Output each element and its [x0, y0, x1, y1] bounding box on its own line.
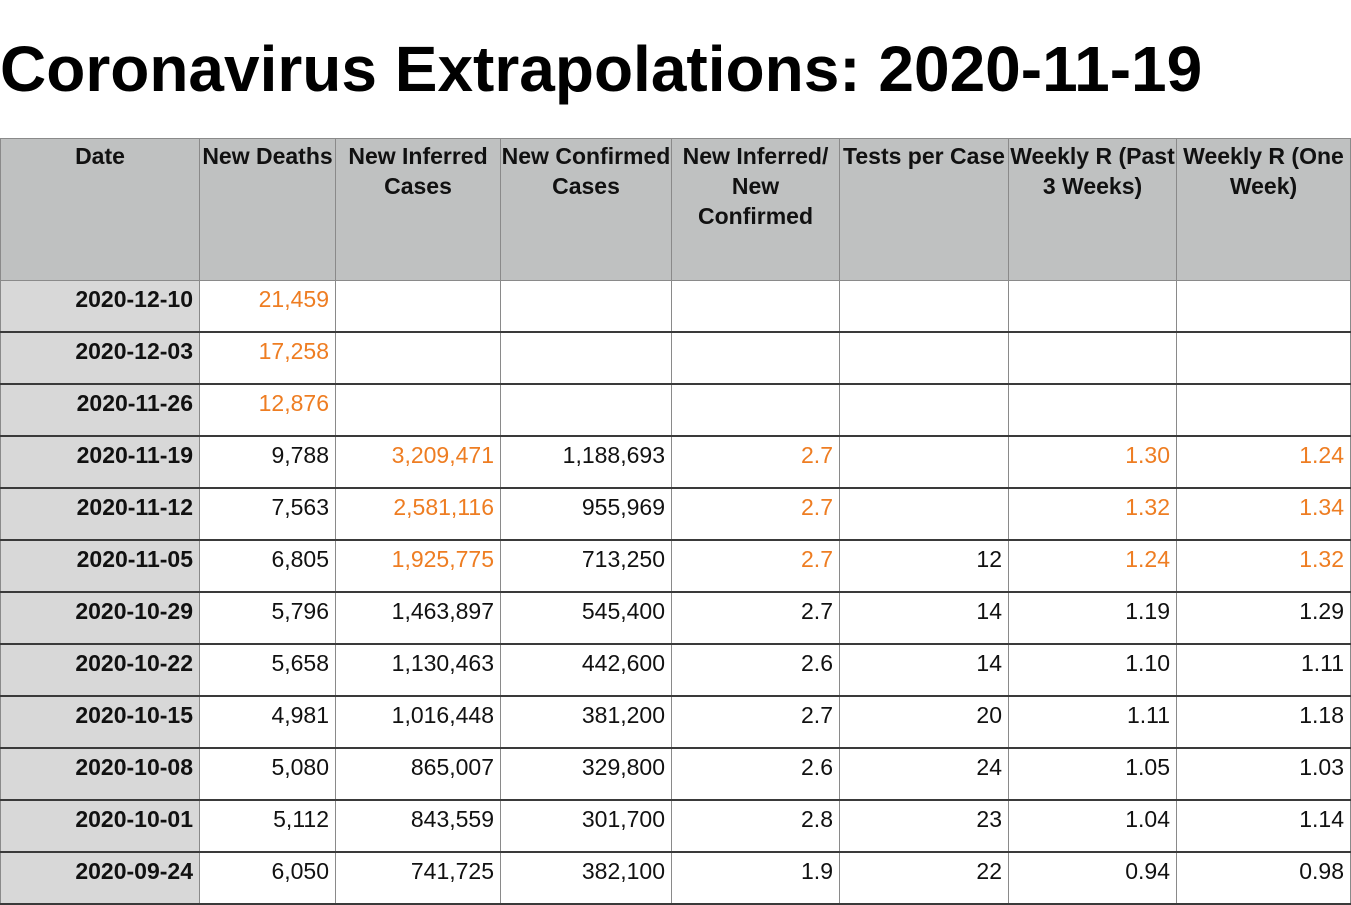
inferred-confirmed-ratio-cell	[672, 696, 840, 748]
date-cell	[1, 540, 200, 592]
deaths-cell	[200, 384, 336, 436]
confirmed-cases-cell	[501, 644, 672, 696]
deaths-cell	[200, 644, 336, 696]
confirmed-cases-value: 713,250	[581, 545, 665, 572]
date-cell	[1, 592, 200, 644]
confirmed-cases-cell	[501, 436, 672, 488]
table-row	[1, 488, 1351, 540]
tests-per-case-cell	[840, 800, 1009, 852]
confirmed-cases-value: 329,800	[581, 753, 665, 780]
inferred-cases-cell	[336, 281, 501, 333]
confirmed-cases-cell	[501, 332, 672, 384]
tests-per-case-value: 24	[976, 753, 1002, 780]
inferred-cases-value: 1,925,775	[391, 545, 494, 572]
weekly-r-one-week-cell	[1177, 332, 1351, 384]
table-row	[1, 748, 1351, 800]
tests-per-case-value: 14	[976, 649, 1002, 676]
header-new-deaths: New Deaths	[200, 139, 336, 281]
inferred-cases-cell	[336, 696, 501, 748]
inferred-confirmed-ratio-cell	[672, 800, 840, 852]
weekly-r-one-week-cell	[1177, 436, 1351, 488]
date-cell	[1, 281, 200, 333]
confirmed-cases-value: 955,969	[581, 493, 665, 520]
confirmed-cases-value: 442,600	[581, 649, 665, 676]
date-value: 2020-11-19	[76, 441, 193, 468]
tests-per-case-cell	[840, 852, 1009, 904]
inferred-confirmed-ratio-value: 2.7	[801, 701, 833, 728]
data-table-container	[0, 138, 1344, 890]
inferred-cases-value: 741,725	[410, 857, 494, 884]
table-row	[1, 436, 1351, 488]
date-value: 2020-10-29	[75, 597, 193, 624]
inferred-confirmed-ratio-cell	[672, 852, 840, 904]
inferred-cases-cell	[336, 436, 501, 488]
table-row	[1, 592, 1351, 644]
inferred-cases-cell	[336, 384, 501, 436]
inferred-confirmed-ratio-value: 2.8	[801, 805, 833, 832]
table-row	[1, 281, 1351, 333]
tests-per-case-cell	[840, 384, 1009, 436]
inferred-confirmed-ratio-cell	[672, 281, 840, 333]
weekly-r-3-weeks-value: 1.11	[1126, 701, 1170, 728]
date-cell	[1, 852, 200, 904]
date-value: 2020-10-22	[75, 649, 193, 676]
tests-per-case-cell	[840, 592, 1009, 644]
weekly-r-one-week-value: 1.29	[1299, 597, 1344, 624]
weekly-r-one-week-cell	[1177, 488, 1351, 540]
deaths-cell	[200, 852, 336, 904]
weekly-r-3-weeks-cell	[1009, 488, 1177, 540]
weekly-r-one-week-value: 1.32	[1299, 545, 1344, 572]
deaths-value: 5,112	[273, 805, 329, 832]
weekly-r-3-weeks-value: 0.94	[1125, 857, 1170, 884]
weekly-r-3-weeks-cell	[1009, 540, 1177, 592]
inferred-cases-cell	[336, 592, 501, 644]
tests-per-case-cell	[840, 332, 1009, 384]
deaths-cell	[200, 281, 336, 333]
tests-per-case-cell	[840, 436, 1009, 488]
weekly-r-one-week-value: 1.24	[1299, 441, 1344, 468]
date-value: 2020-11-12	[76, 493, 193, 520]
table-row	[1, 384, 1351, 436]
date-value: 2020-11-26	[76, 389, 193, 416]
weekly-r-3-weeks-value: 1.19	[1125, 597, 1170, 624]
inferred-cases-value: 865,007	[410, 753, 494, 780]
deaths-cell	[200, 592, 336, 644]
inferred-cases-value: 843,559	[410, 805, 494, 832]
confirmed-cases-cell	[501, 384, 672, 436]
confirmed-cases-value: 301,700	[581, 805, 665, 832]
date-cell	[1, 384, 200, 436]
weekly-r-one-week-value: 1.03	[1299, 753, 1344, 780]
deaths-value: 5,796	[271, 597, 329, 624]
inferred-cases-cell	[336, 852, 501, 904]
inferred-confirmed-ratio-value: 1.9	[801, 857, 833, 884]
table-row	[1, 696, 1351, 748]
inferred-cases-cell	[336, 488, 501, 540]
date-value: 2020-11-05	[76, 545, 193, 572]
weekly-r-3-weeks-cell	[1009, 436, 1177, 488]
confirmed-cases-value: 381,200	[581, 701, 665, 728]
table-row	[1, 644, 1351, 696]
inferred-cases-value: 3,209,471	[391, 441, 494, 468]
confirmed-cases-cell	[501, 488, 672, 540]
tests-per-case-cell	[840, 540, 1009, 592]
inferred-cases-value: 1,463,897	[391, 597, 494, 624]
weekly-r-3-weeks-value: 1.10	[1125, 649, 1170, 676]
weekly-r-3-weeks-cell	[1009, 644, 1177, 696]
weekly-r-3-weeks-value: 1.24	[1125, 545, 1170, 572]
date-value: 2020-12-10	[75, 285, 193, 312]
confirmed-cases-cell	[501, 592, 672, 644]
date-cell	[1, 800, 200, 852]
weekly-r-3-weeks-cell	[1009, 592, 1177, 644]
deaths-cell	[200, 436, 336, 488]
header-new-confirmed-cases: New Confirmed Cases	[501, 139, 672, 281]
weekly-r-one-week-cell	[1177, 540, 1351, 592]
confirmed-cases-cell	[501, 696, 672, 748]
date-cell	[1, 436, 200, 488]
deaths-value: 4,981	[271, 701, 329, 728]
tests-per-case-cell	[840, 748, 1009, 800]
inferred-confirmed-ratio-cell	[672, 332, 840, 384]
header-new-inferred-cases: New Inferred Cases	[336, 139, 501, 281]
weekly-r-3-weeks-cell	[1009, 332, 1177, 384]
confirmed-cases-value: 382,100	[581, 857, 665, 884]
weekly-r-one-week-cell	[1177, 592, 1351, 644]
date-value: 2020-10-08	[75, 753, 193, 780]
weekly-r-3-weeks-cell	[1009, 281, 1177, 333]
tests-per-case-value: 23	[976, 805, 1002, 832]
weekly-r-one-week-value: 1.18	[1299, 701, 1344, 728]
inferred-cases-cell	[336, 644, 501, 696]
confirmed-cases-cell	[501, 852, 672, 904]
inferred-confirmed-ratio-value: 2.7	[801, 493, 833, 520]
inferred-confirmed-ratio-value: 2.6	[801, 753, 833, 780]
deaths-cell	[200, 540, 336, 592]
tests-per-case-cell	[840, 281, 1009, 333]
tests-per-case-value: 22	[976, 857, 1002, 884]
weekly-r-one-week-cell	[1177, 644, 1351, 696]
confirmed-cases-cell	[501, 748, 672, 800]
weekly-r-3-weeks-cell	[1009, 852, 1177, 904]
tests-per-case-cell	[840, 696, 1009, 748]
weekly-r-one-week-value: 1.11	[1300, 649, 1344, 676]
inferred-cases-cell	[336, 332, 501, 384]
table-row	[1, 540, 1351, 592]
inferred-confirmed-ratio-value: 2.6	[801, 649, 833, 676]
weekly-r-one-week-cell	[1177, 800, 1351, 852]
deaths-value: 7,563	[271, 493, 329, 520]
deaths-value: 6,805	[271, 545, 329, 572]
date-cell	[1, 696, 200, 748]
date-value: 2020-12-03	[75, 337, 193, 364]
tests-per-case-value: 20	[976, 701, 1002, 728]
deaths-cell	[200, 696, 336, 748]
weekly-r-one-week-cell	[1177, 696, 1351, 748]
header-weekly-r-3-weeks: Weekly R (Past 3 Weeks)	[1009, 139, 1177, 281]
inferred-confirmed-ratio-cell	[672, 592, 840, 644]
weekly-r-one-week-cell	[1177, 281, 1351, 333]
inferred-confirmed-ratio-cell	[672, 748, 840, 800]
date-value: 2020-09-24	[75, 857, 193, 884]
tests-per-case-value: 14	[976, 597, 1002, 624]
confirmed-cases-value: 545,400	[581, 597, 665, 624]
inferred-cases-cell	[336, 748, 501, 800]
weekly-r-3-weeks-value: 1.30	[1125, 441, 1170, 468]
page-title: Coronavirus Extrapolations: 2020-11-19	[0, 33, 1203, 105]
inferred-confirmed-ratio-cell	[672, 488, 840, 540]
weekly-r-3-weeks-cell	[1009, 748, 1177, 800]
deaths-value: 17,258	[258, 337, 329, 364]
header-inferred-confirmed-ratio: New Inferred/ New Confirmed	[672, 139, 840, 281]
extrapolations-table	[0, 138, 1351, 905]
inferred-confirmed-ratio-cell	[672, 436, 840, 488]
date-cell	[1, 748, 200, 800]
confirmed-cases-cell	[501, 540, 672, 592]
inferred-confirmed-ratio-value: 2.7	[801, 597, 833, 624]
weekly-r-one-week-cell	[1177, 748, 1351, 800]
date-cell	[1, 332, 200, 384]
weekly-r-3-weeks-cell	[1009, 696, 1177, 748]
deaths-value: 5,080	[271, 753, 329, 780]
weekly-r-one-week-value: 0.98	[1299, 857, 1344, 884]
confirmed-cases-cell	[501, 800, 672, 852]
confirmed-cases-cell	[501, 281, 672, 333]
inferred-confirmed-ratio-cell	[672, 644, 840, 696]
inferred-confirmed-ratio-value: 2.7	[801, 441, 833, 468]
deaths-value: 12,876	[258, 389, 329, 416]
deaths-cell	[200, 488, 336, 540]
deaths-cell	[200, 800, 336, 852]
weekly-r-3-weeks-cell	[1009, 800, 1177, 852]
weekly-r-3-weeks-value: 1.32	[1125, 493, 1170, 520]
inferred-cases-value: 1,016,448	[391, 701, 494, 728]
weekly-r-one-week-cell	[1177, 384, 1351, 436]
inferred-cases-value: 1,130,463	[391, 649, 494, 676]
deaths-value: 21,459	[258, 285, 329, 312]
date-cell	[1, 488, 200, 540]
table-row	[1, 852, 1351, 904]
table-row	[1, 800, 1351, 852]
weekly-r-3-weeks-cell	[1009, 384, 1177, 436]
weekly-r-one-week-value: 1.34	[1299, 493, 1344, 520]
table-body	[1, 281, 1351, 905]
deaths-value: 9,788	[271, 441, 329, 468]
header-date: Date	[1, 139, 200, 281]
table-row	[1, 332, 1351, 384]
header-tests-per-case: Tests per Case	[840, 139, 1009, 281]
header-weekly-r-one-week: Weekly R (One Week)	[1177, 139, 1351, 281]
inferred-cases-cell	[336, 800, 501, 852]
deaths-value: 5,658	[271, 649, 329, 676]
inferred-cases-cell	[336, 540, 501, 592]
inferred-confirmed-ratio-value: 2.7	[801, 545, 833, 572]
date-value: 2020-10-15	[75, 701, 193, 728]
weekly-r-one-week-value: 1.14	[1299, 805, 1344, 832]
tests-per-case-cell	[840, 488, 1009, 540]
tests-per-case-value: 12	[976, 545, 1002, 572]
date-cell	[1, 644, 200, 696]
inferred-confirmed-ratio-cell	[672, 384, 840, 436]
inferred-confirmed-ratio-cell	[672, 540, 840, 592]
tests-per-case-cell	[840, 644, 1009, 696]
deaths-cell	[200, 332, 336, 384]
date-value: 2020-10-01	[75, 805, 193, 832]
deaths-value: 6,050	[271, 857, 329, 884]
inferred-cases-value: 2,581,116	[393, 493, 494, 520]
deaths-cell	[200, 748, 336, 800]
weekly-r-3-weeks-value: 1.05	[1125, 753, 1170, 780]
weekly-r-one-week-cell	[1177, 852, 1351, 904]
confirmed-cases-value: 1,188,693	[562, 441, 665, 468]
header-row	[1, 139, 1351, 281]
weekly-r-3-weeks-value: 1.04	[1125, 805, 1170, 832]
